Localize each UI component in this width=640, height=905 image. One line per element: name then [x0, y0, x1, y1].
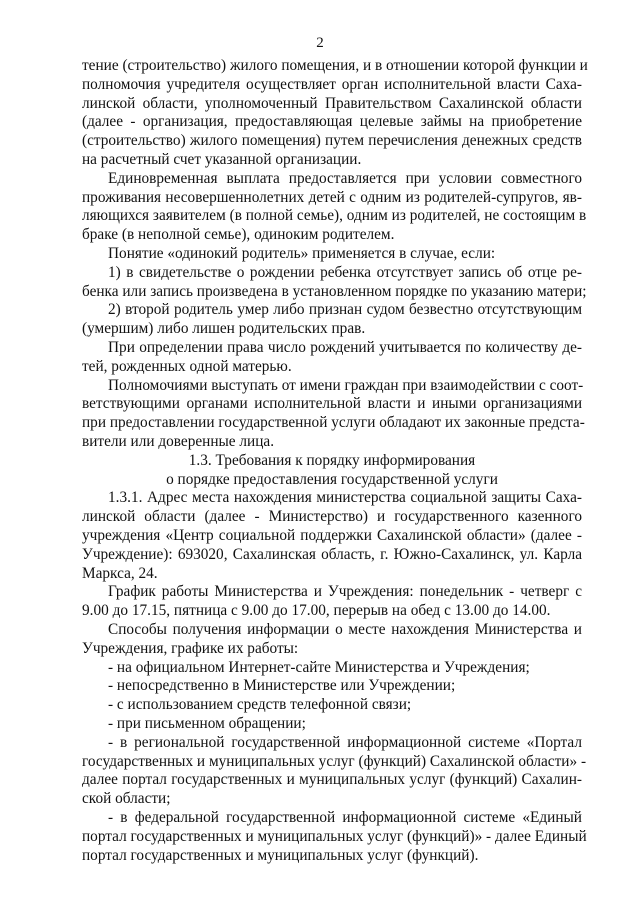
text-line: Понятие «одинокий родитель» применяется в случае, если: [108, 245, 496, 262]
text-line: линской области, уполномоченный Правительством Сахалинской области [82, 94, 582, 112]
page-number: 2 [316, 35, 324, 51]
text-line: Учреждение): 693020, Сахалинская область, г. Южно-Сахалинск, ул. Карла [82, 545, 582, 563]
text-line: государственных и муниципальных услуг (функций) Сахалинской области» - [82, 752, 587, 770]
text-line: учреждения «Центр социальной поддержки Сахалинской области» (далее - [82, 527, 582, 544]
text-line: ской области; [82, 790, 171, 808]
text-line: График работы Министерства и Учреждения: понедельник - четверг с [108, 583, 582, 601]
text-line: браке (в неполной семье), одиноким родителем. [82, 226, 395, 244]
text-line: полномочия учредителя осуществляет орган исполнительной власти Саха- [82, 75, 582, 93]
text-line: ветствующими органами исполнительной власти и иными организациями [82, 395, 582, 413]
text-line: Способы получения информации о месте нахождения Министерства и [108, 621, 582, 638]
text-line: портал государственных и муниципальных услуг (функций)» - далее Единый [82, 827, 587, 845]
text-line: вители или доверенные лица. [82, 433, 275, 450]
text-line: ляющихся заявителем (в полной семье), одним из родителей, не состоящим в [82, 207, 587, 225]
text-line: Маркса, 24. [82, 564, 158, 582]
section-heading: о порядке предоставления государственной услуги [166, 470, 498, 488]
text-line: линской области (далее - Министерство) и государственного казенного [82, 508, 582, 526]
list-item: - на официальном Интернет-сайте Министерства и Учреждения; [108, 658, 530, 676]
text-line: Учреждения, графике их работы: [82, 639, 299, 657]
text-line: бенка или запись произведена в установленном порядке по указанию матери; [82, 282, 587, 300]
text-line: на расчетный счет указанной организации. [82, 151, 362, 168]
text-line: тей, рожденных одной матерью. [82, 357, 292, 375]
list-item: - в федеральной государственной информационной системе «Единый [108, 809, 582, 826]
text-line: Полномочиями выступать от имени граждан при взаимодействии с соот- [108, 376, 584, 394]
text-line: (строительство) жилого помещения) путем перечисления денежных средств [82, 132, 582, 150]
text-line: (далее - организация, предоставляющая целевые займы на приобретение [82, 113, 582, 131]
text-line: при предоставлении государственной услуги обладают их законные предста- [82, 414, 585, 432]
text-line: проживания несовершеннолетних детей с одним из родителей-супругов, яв- [82, 188, 582, 206]
text-line: 9.00 до 17.15, пятница с 9.00 до 17.00, перерыв на обед с 13.00 до 14.00. [82, 602, 551, 620]
section-heading: 1.3. Требования к порядку информирования [188, 451, 476, 469]
text-line: 1) в свидетельстве о рождении ребенка отсутствует запись об отце ре- [108, 263, 582, 281]
text-line: далее портал государственных и муниципальных услуг (функций) Сахалин- [82, 771, 582, 789]
text-line: При определении права число рождений учитывается по количеству де- [108, 339, 582, 356]
text-line: тение (строительство) жилого помещения, и в отношении которой функции и [82, 57, 588, 74]
list-item: - непосредственно в Министерстве или Учреждении; [108, 677, 456, 695]
list-item: - при письменном обращении; [108, 715, 306, 732]
text-line: (умершим) либо лишен родительских прав. [82, 320, 366, 338]
text-line: 1.3.1. Адрес места нахождения министерства социальной защиты Саха- [108, 489, 582, 507]
text-line: 2) второй родитель умер либо признан судом безвестно отсутствующим [108, 301, 582, 319]
list-item: - в региональной государственной информационной системе «Портал [108, 733, 582, 751]
text-line: Единовременная выплата предоставляется при условии совместного [108, 169, 582, 187]
text-line: портал государственных и муниципальных услуг (функций). [82, 846, 479, 864]
list-item: - с использованием средств телефонной связи; [108, 696, 412, 714]
